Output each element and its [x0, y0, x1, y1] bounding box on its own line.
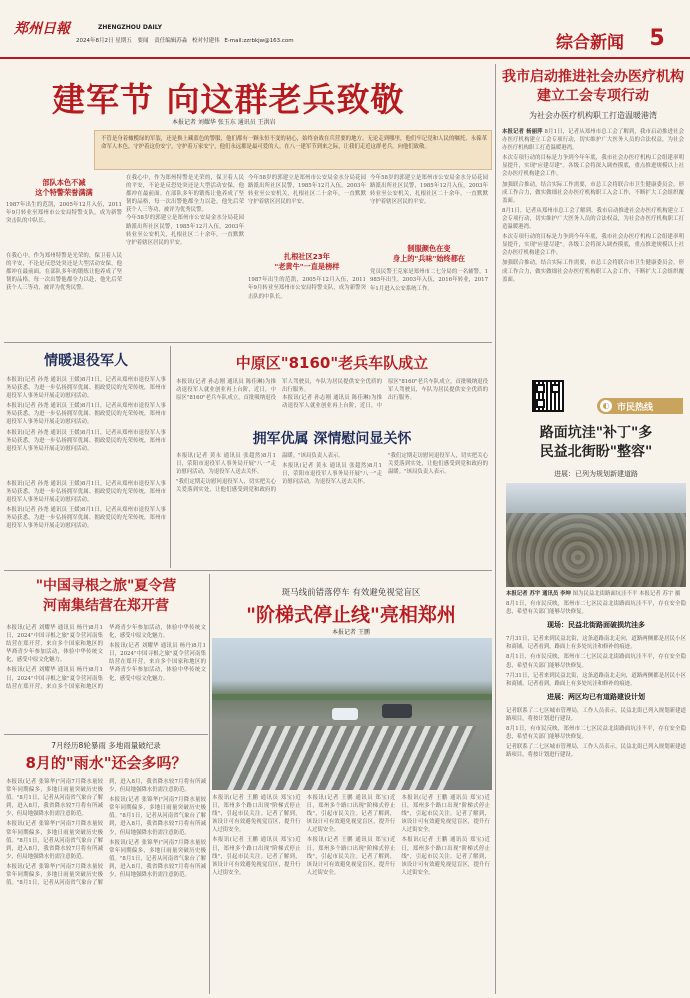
- hotline-para1: 8月1日，有市民反映，郑州市二七区民益北街路面坑洼不平，存在安全隐患，希望有关部门能够尽快修复。: [506, 601, 686, 616]
- weather-para4: 本报讯(记者 张锦华)"河南7月降水量较常年同期偏多，多地日雨量突破历史极值。"8月1日，记者从河南省气象台了解到，进入8月，我省降水较7月将有所减少，但局地强降水仍需注意防范。: [109, 797, 206, 836]
- lead-s2-para3: 今年58岁的郭建立是郑州市公安局金水分局花园路派出所社区民警，1985年12月入伍，2003年转业至公安机关，扎根社区二十余年，一直默默守护着辖区居民的平安。: [370, 175, 488, 206]
- m1-body: [6, 376, 166, 478]
- paper-name-en: ZHENGZHOU DAILY: [98, 24, 162, 31]
- m1-para5: 本报讯(记者 孙尧 通讯员 王媛)8月1日，记者从郑州市退役军人事务局获悉，为进一步弘扬拥军优属、拥政爱民的光荣传统，郑州市退役军人事务局开展走访慰问活动。: [6, 507, 166, 530]
- lead-col1b: [6, 252, 122, 338]
- ms-photo: [212, 638, 492, 790]
- right-story-byline: 本报记者 杨丽萍: [502, 129, 543, 135]
- hotline-badge: [597, 398, 683, 414]
- hotline-para3: 记者联系了二七区城市管理局，工作人员表示，民益北街已列入规划新建道路项目，将按计划进行建设。: [506, 707, 686, 722]
- hotline-body: [506, 590, 686, 994]
- masthead: [0, 0, 690, 58]
- lead-col4: [370, 174, 488, 338]
- masthead-rule: [0, 57, 690, 59]
- right-story-para1: 8月1日，记者从郑州市总工会了解到，我市启动推进社会办医疗机构建立工会专项行动，切实维护广大医务人员的合法权益，为社会办医疗机构职工打造温暖港湾。: [502, 129, 684, 152]
- m1-title: 情暖退役军人: [44, 353, 128, 369]
- ms-body: [212, 794, 490, 994]
- m1-body-b: [6, 480, 166, 566]
- right-story-para3: 加强联合推动，结合实际工作需要，市总工会将联合市卫生健康委员会，形成工作合力，做实做细社会办医疗机构职工入会工作，不断扩大工会组织覆盖面。: [502, 181, 684, 204]
- lead-col2: [126, 174, 244, 338]
- edition-label: 要闻: [137, 38, 149, 44]
- hotline-byline: 本报记者 苏宇 通讯员 李坤: [506, 591, 571, 597]
- proof-name: 付建伟: [203, 38, 220, 44]
- m2-title: 中原区"8160"老兵车队成立: [235, 354, 429, 372]
- hotline-para2b: 8月1日，有市民反映，郑州市二七区民益北街路面坑洼不平，存在安全隐患，希望有关部门能够尽快修复。: [506, 654, 686, 669]
- hotline-photo: [506, 483, 686, 587]
- ms-para6: 本报讯(记者 王鹏 通讯员 郑宝)近日，郑州多个路口出现"阶梯式停止线"，引起市民关注。记者了解到，该设计可有效避免视觉盲区，提升行人过街安全。: [401, 837, 490, 876]
- m3-para2: "我们定期走访慰问退役军人，切实把关心关爱落到实处，让他们感受到党和政府的温暖。"该局负责人表示。: [176, 453, 344, 494]
- hotline-title: 路面坑洼"补丁"多 民益北街盼"整容": [539, 425, 653, 460]
- editor-label: 责任编辑: [154, 38, 177, 44]
- m2-para2: 本报讯(记者 孙志刚 通讯员 陈佳琳)为推动退役军人就业创业再上台阶，近日，中原区"8160"老兵车队成立，首批吸纳退役军人驾驶员，车队为居民提供安全优质的出行服务。: [282, 379, 488, 410]
- m1-para4: 本报讯(记者 孙尧 通讯员 王媛)8月1日，记者从郑州市退役军人事务局获悉，为进一步弘扬拥军优属、拥政爱民的光荣传统，郑州市退役军人事务局开展走访慰问活动。: [6, 481, 166, 504]
- lead-s1-para1: 1987年出生的范凯，2005年12月入伍，2011年9月转业至郑州市公安局特警支队，成为新警突击队的中队长。: [6, 202, 122, 225]
- page-number: 5: [649, 26, 665, 51]
- proof-label: 校对: [192, 38, 204, 44]
- lower-divider: [209, 574, 210, 994]
- weather-kicker: 7月经历8轮暴雨 多地雨量破纪录: [51, 741, 161, 750]
- hotline-caption: 图为民益北街路面坑洼不平 本报记者 苏宇 摄: [572, 591, 681, 597]
- m1-para2: 本报讯(记者 孙尧 通讯员 王媛)8月1日，记者从郑州市退役军人事务局获悉，为进一步弘扬拥军优属、拥政爱民的光荣传统，郑州市退役军人事务局开展走访慰问活动。: [6, 403, 166, 426]
- hotline-badge-icon: ◐: [600, 400, 612, 412]
- l1-body: [6, 624, 206, 732]
- ms-para3: 本报讯(记者 王鹏 通讯员 郑宝)近日，郑州多个路口出现"阶梯式停止线"，引起市民关注。记者了解到，该设计可有效避免视觉盲区，提升行人过街安全。: [306, 795, 396, 834]
- editor-name: 苏淼: [176, 38, 188, 44]
- qr-code[interactable]: [532, 380, 564, 412]
- weather-para3: 本报讯(记者 张锦华)"河南7月降水量较常年同期偏多，多地日雨量突破历史极值。"8月1日，记者从河南省气象台了解到，进入8月，我省降水较7月将有所减少，但局地强降水仍需注意防范。: [6, 779, 206, 887]
- issue-info: [76, 36, 316, 45]
- l1-para3: 本报讯(记者 刘耀华 通讯员 杨丹)8月1日，2024"中国寻根之旅"夏令营河南集结营在郑开营，来自多个国家和地区的华裔青少年参加活动，体验中华传统文化，感受中原文化魅力。: [109, 643, 206, 682]
- newspaper-logo: 郑州日報: [14, 21, 70, 37]
- weather-title: 8月的"雨水"还会多吗？: [25, 754, 187, 772]
- lead-s2-para1: 今年58岁的郭建立是郑州市公安局金水分局花园路派出所社区民警，1985年12月入伍，2003年转业至公安机关，扎根社区二十余年，一直默默守护着辖区居民的平安。: [248, 175, 366, 206]
- m2-para1: 本报讯(记者 孙志刚 通讯员 陈佳琳)为推动退役军人就业创业再上台阶，近日，中原区"8160"老兵车队成立，首批吸纳退役军人驾驶员，车队为居民提供安全优质的出行服务。: [176, 379, 382, 402]
- ms-para4: 本报讯(记者 王鹏 通讯员 郑宝)近日，郑州多个路口出现"阶梯式停止线"，引起市民关注。记者了解到，该设计可有效避免视觉盲区，提升行人过街安全。: [306, 837, 396, 876]
- lead-subhead-2: 扎根社区23年 "老黄牛"一直是榜样: [274, 252, 340, 272]
- m3-para4: "我们定期走访慰问退役军人，切实把关心关爱落到实处，让他们感受到党和政府的温暖。"该局负责人表示。: [388, 453, 488, 476]
- lead-subhead-3: 制服颜色在变 身上的"兵味"始终都在: [392, 244, 466, 264]
- l1-divider: [4, 734, 208, 735]
- weather-body: [6, 778, 206, 992]
- lower-top-rule: [4, 570, 492, 571]
- ms-kicker: 斑马线前错落停车 有效避免视觉盲区: [281, 588, 421, 598]
- hotline-para3b: 8月1日，有市民反映，郑州市二七区民益北街路面坑洼不平，存在安全隐患，希望有关部门能够尽快修复。: [506, 726, 686, 741]
- right-story-para6: 加强联合推动，结合实际工作需要，市总工会将联合市卫生健康委员会，形成工作合力，做实做细社会办医疗机构职工入会工作，不断扩大工会组织覆盖面。: [502, 260, 684, 283]
- weather-para1: 本报讯(记者 张锦华)"河南7月降水量较常年同期偏多，多地日雨量突破历史极值。"8月1日，记者从河南省气象台了解到，进入8月，我省降水较7月将有所减少，但局地强降水仍需注意防范。: [6, 779, 103, 818]
- lead-s1-para2-cont: 在我心中，作为郑州特警是光荣的，保卫着人民的平安，不论是反恐处突还是大型活动安保，他都冲在最前面。在部队多年的锻炼让他养成了坚韧的品格，每一次出警他都全力以赴，他先后荣获个人三等功，被评为优秀民警。: [126, 175, 244, 214]
- right-divider: [495, 64, 496, 994]
- middle-top-rule: [4, 342, 492, 343]
- m3-para3: 本报讯(记者 黄永 通讯员 张超然)8月1日，荥阳市退役军人事务局开展"八一"走访慰问活动，为退役军人送去关怀。: [282, 463, 382, 486]
- m1-divider: [170, 346, 171, 568]
- hotline-badge-text: 市民热线: [617, 403, 654, 413]
- l1-para2: 本报讯(记者 刘耀华 通讯员 杨丹)8月1日，2024"中国寻根之旅"夏令营河南集结营在郑开营，来自多个国家和地区的华裔青少年参加活动，体验中华传统文化，感受中原文化魅力。: [6, 625, 206, 690]
- right-story-para4: 8月1日，记者从郑州市总工会了解到，我市启动推进社会办医疗机构建立工会专项行动，切实维护广大医务人员的合法权益，为社会办医疗机构职工打造温暖港湾。: [502, 207, 684, 231]
- section-title: 综合新闻: [556, 33, 624, 50]
- m2-body: [176, 378, 488, 424]
- email: E-mail:zzrbkjw@163.com: [224, 38, 294, 44]
- lead-subhead-1: 部队本色不减 这个特警荣誉满满: [35, 178, 93, 197]
- lead-title: 建军节 向这群老兵致敬: [52, 80, 405, 118]
- hotline-para2c: 7月31日，记者来到民益北街，这条道路南北走向，道路两侧都是居民小区和商铺。记者看到，路面上有多处坑洼和修补的痕迹。: [506, 672, 686, 687]
- ms-byline: 本报记者 王鹏: [332, 629, 370, 636]
- lead-s3-para1: 党员民警王克家是郑州市二七分局的一名辅警，1985年出生，2003年入伍，2016年转业，2017年1月进入公安系统工作。: [370, 269, 488, 292]
- hotline-subtitle: 进展：已列为规划新建道路: [554, 470, 638, 478]
- lead-s1-para2: 在我心中，作为郑州特警是光荣的，保卫着人民的平安，不论是反恐处突还是大型活动安保，他都冲在最前面。在部队多年的锻炼让他养成了坚韧的品格，每一次出警他都全力以赴，他先后荣获个人三等功，被评为优秀民警。: [6, 253, 122, 292]
- m3-title: 拥军优属 深情慰问显关怀: [252, 431, 412, 447]
- ms-title: "阶梯式停止线"亮相郑州: [246, 604, 456, 626]
- lead-byline: 本报记者 刘耀华 张玉东 通讯员 王洪岩: [172, 119, 276, 126]
- right-story-para2: 本次专项行动的目标是力争到今年年底，我市社会办医疗机构工会组建率明显提升，实现"应建尽建"。各级工会将深入调查摸底，重点推进规模以上社会办医疗机构建会工作。: [502, 155, 684, 178]
- m1-para3: 本报讯(记者 孙尧 通讯员 王媛)8月1日，记者从郑州市退役军人事务局获悉，为进一步弘扬拥军优属、拥政爱民的光荣传统，郑州市退役军人事务局开展走访慰问活动。: [6, 429, 166, 452]
- issue-date: 2024年8月2日 星期五: [76, 38, 132, 44]
- weather-para5: 本报讯(记者 张锦华)"河南7月降水量较常年同期偏多，多地日雨量突破历史极值。"8月1日，记者从河南省气象台了解到，进入8月，我省降水较7月将有所减少，但局地强降水仍需注意防范。: [109, 839, 206, 879]
- ms-para5: 本报讯(记者 王鹏 通讯员 郑宝)近日，郑州多个路口出现"阶梯式停止线"，引起市民关注。记者了解到，该设计可有效避免视觉盲区，提升行人过街安全。: [401, 795, 490, 834]
- hotline-subhead-1: 现场：民益北街路面破损坑洼多: [547, 621, 645, 630]
- lead-intro: [94, 130, 492, 170]
- lead-col3: [248, 174, 366, 338]
- ms-para1: 本报讯(记者 王鹏 通讯员 郑宝)近日，郑州多个路口出现"阶梯式停止线"，引起市民关注。记者了解到，该设计可有效避免视觉盲区，提升行人过街安全。: [212, 795, 301, 834]
- m3-para1: 本报讯(记者 黄永 通讯员 张超然)8月1日，荥阳市退役军人事务局开展"八一"走访慰问活动，为退役军人送去关怀。: [176, 453, 276, 476]
- l1-title: "中国寻根之旅"夏令营 河南集结营在郑开营: [35, 578, 177, 614]
- right-story-para5: 本次专项行动的目标是力争到今年年底，我市社会办医疗机构工会组建率明显提升，实现"应建尽建"。各级工会将深入调查摸底，重点推进规模以上社会办医疗机构建会工作。: [502, 234, 684, 257]
- lead-s2-para1-col2: 今年58岁的郭建立是郑州市公安局金水分局花园路派出所社区民警，1985年12月入伍，2003年转业至公安机关，扎根社区二十余年，一直默默守护着辖区居民的平安。: [126, 215, 244, 246]
- right-story-title: 我市启动推进社会办医疗机构建立工会专项行动: [502, 69, 684, 104]
- ms-para2: 本报讯(记者 王鹏 通讯员 郑宝)近日，郑州多个路口出现"阶梯式停止线"，引起市民关注。记者了解到，该设计可有效避免视觉盲区，提升行人过街安全。: [212, 837, 301, 876]
- hotline-para3c: 记者联系了二七区城市管理局，工作人员表示，民益北街已列入规划新建道路项目，将按计划进行建设。: [506, 744, 686, 759]
- weather-para2: 本报讯(记者 张锦华)"河南7月降水量较常年同期偏多，多地日雨量突破历史极值。"8月1日，记者从河南省气象台了解到，进入8月，我省降水较7月将有所减少，但局地强降水仍需注意防范。: [6, 821, 103, 860]
- m3-body: [176, 452, 488, 560]
- lead-col1: [6, 174, 122, 254]
- hotline-subhead-2: 进展：两区均已有道路建设计划: [547, 692, 645, 701]
- right-story-body: [502, 128, 684, 386]
- l1-para1: 本报讯(记者 刘耀华 通讯员 杨丹)8月1日，2024"中国寻根之旅"夏令营河南集结营在郑开营，来自多个国家和地区的华裔青少年参加活动，体验中华传统文化，感受中原文化魅力。: [6, 625, 103, 664]
- lead-s2-para2: 1987年出生的范凯，2005年12月入伍，2011年9月转业至郑州市公安局特警支队，成为新警突击队的中队长。: [248, 277, 366, 300]
- hotline-para2: 7月31日，记者来到民益北街，这条道路南北走向，道路两侧都是居民小区和商铺。记者看到，路面上有多处坑洼和修补的痕迹。: [506, 636, 686, 651]
- right-story-subtitle: 为社会办医疗机构职工打造温暖港湾: [529, 111, 657, 120]
- m1-para1: 本报讯(记者 孙尧 通讯员 王媛)8月1日，记者从郑州市退役军人事务局获悉，为进一步弘扬拥军优属、拥政爱民的光荣传统，郑州市退役军人事务局开展走访慰问活动。: [6, 377, 166, 400]
- right-story: [498, 64, 688, 390]
- lead-intro-text: 不管是身着橄榄绿的军装，还是换上藏蓝色的警服，他们都有一颗永恒不变的初心，始终奋战在兵营要的地方。无论走到哪里，他们牢记党和人民的嘱托，永葆革命军人本色，守护着这份安宁，守护着万家安宁，他们永远都是最可爱的人。在八一建军节到来之际，让我们走近这群老兵，向他们致敬。: [101, 136, 487, 151]
